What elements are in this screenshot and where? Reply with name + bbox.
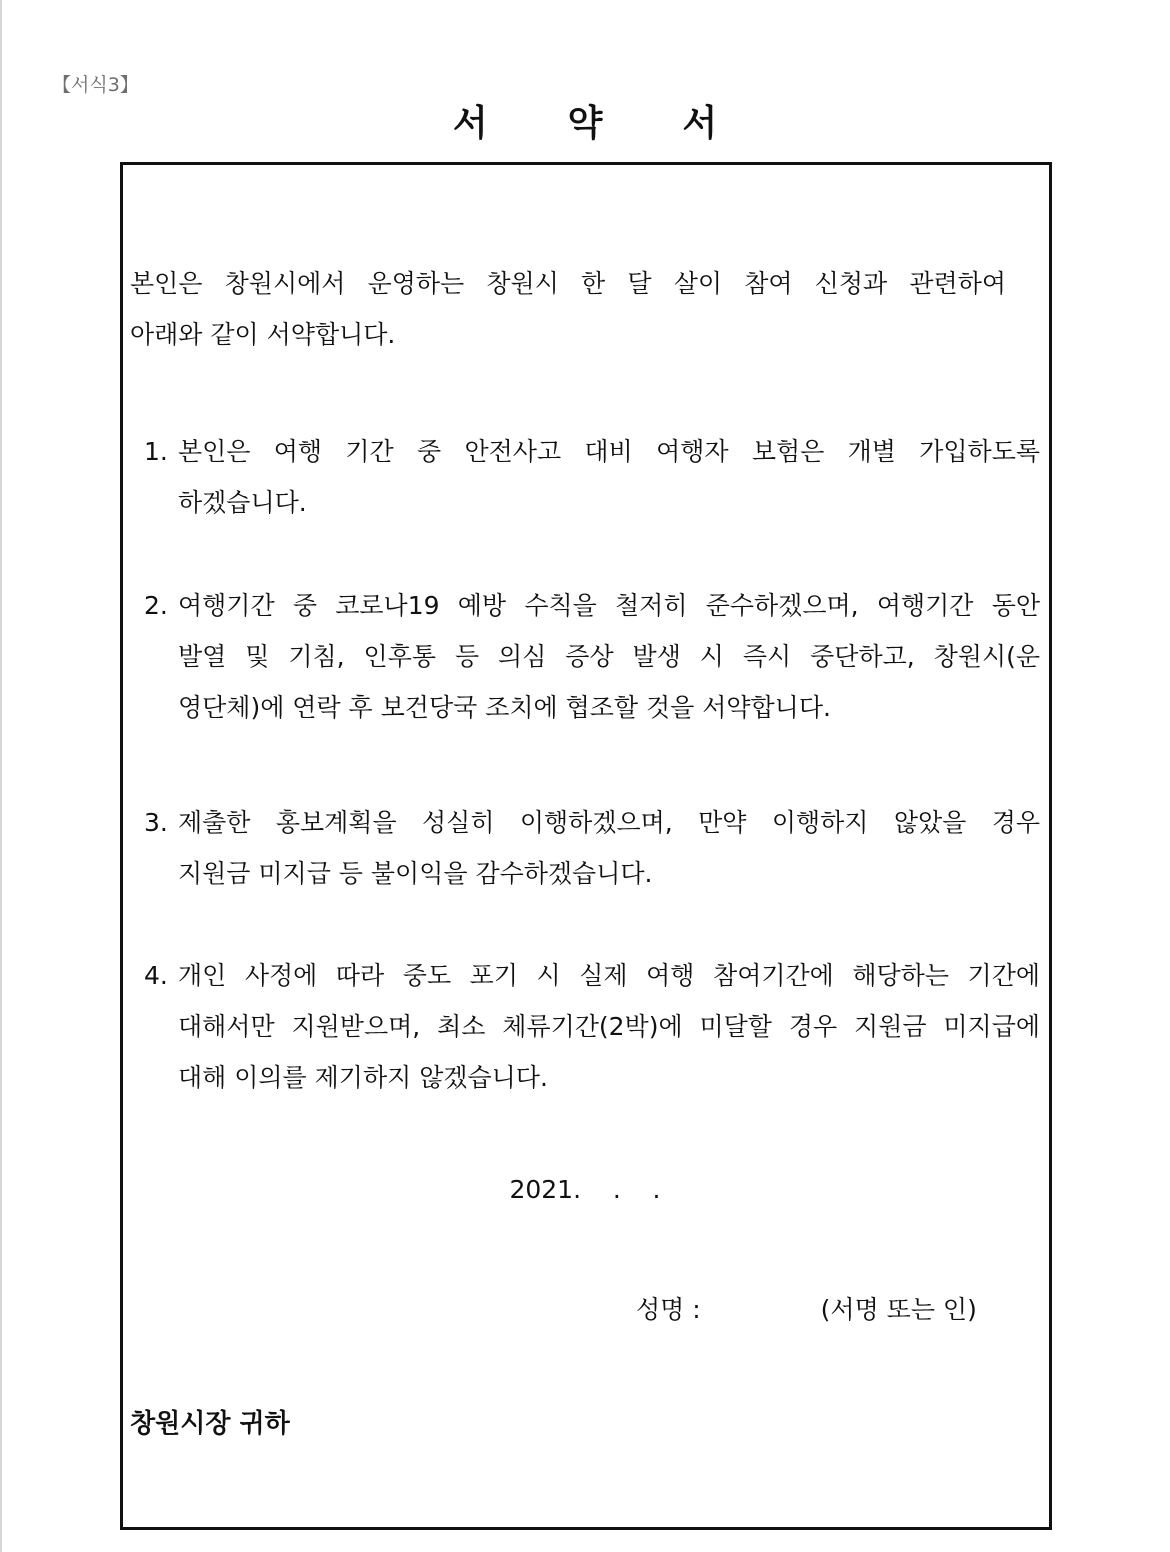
intro-line-2: 아래와 같이 서약합니다. xyxy=(130,320,396,349)
pledge-item-line: 대해 이의를 제기하지 않겠습니다. xyxy=(178,1063,548,1092)
date-text: 2021. . . xyxy=(509,1175,661,1204)
pledge-item-3 xyxy=(144,797,1040,907)
signature-note: (서명 또는 인) xyxy=(820,1295,977,1324)
signature-line xyxy=(636,1290,977,1326)
title-char-2: 약 xyxy=(567,103,603,144)
document-title xyxy=(0,95,1170,146)
pledge-item-line: 대해서만 지원받으며, 최소 체류기간(2박)에 미달할 경우 지원금 미지급에 xyxy=(178,1012,1040,1041)
pledge-item-line: 발열 및 기침, 인후통 등 의심 증상 발생 시 즉시 중단하고, 창원시(운 xyxy=(178,642,1040,671)
page-left-edge xyxy=(0,0,2,1552)
title-char-1: 서 xyxy=(452,103,488,144)
pledge-item-body xyxy=(178,797,1040,899)
date-line xyxy=(0,1175,1170,1204)
pledge-item-body xyxy=(178,950,1040,1103)
intro-line-1: 본인은 창원시에서 운영하는 창원시 한 달 살이 참여 신청과 관련하여 xyxy=(130,269,1006,298)
intro-paragraph xyxy=(130,258,1006,360)
pledge-item-line: 지원금 미지급 등 불이익을 감수하겠습니다. xyxy=(178,859,653,888)
pledge-item-number: 1. xyxy=(144,437,168,466)
pledge-item-line: 여행기간 중 코로나19 예방 수칙을 철저히 준수하겠으며, 여행기간 동안 xyxy=(178,591,1040,620)
pledge-item-number: 4. xyxy=(144,961,168,990)
pledge-item-number: 2. xyxy=(144,591,168,620)
pledge-item-line: 본인은 여행 기간 중 안전사고 대비 여행자 보험은 개별 가입하도록 xyxy=(178,437,1040,466)
signature-name-label: 성명 : xyxy=(636,1295,701,1324)
pledge-item-line: 제출한 홍보계획을 성실히 이행하겠으며, 만약 이행하지 않았을 경우 xyxy=(178,808,1040,837)
pledge-item-number: 3. xyxy=(144,808,168,837)
pledge-item-line: 영단체)에 연락 후 보건당국 조치에 협조할 것을 서약합니다. xyxy=(178,693,831,722)
pledge-item-body xyxy=(178,580,1040,733)
pledge-item-line: 하겠습니다. xyxy=(178,488,307,517)
pledge-item-2 xyxy=(144,580,1040,740)
pledge-item-body xyxy=(178,426,1040,528)
title-char-3: 서 xyxy=(682,103,718,144)
recipient-addressee: 창원시장 귀하 xyxy=(130,1409,290,1439)
form-number-label: 【서식3】 xyxy=(52,74,139,96)
pledge-item-1 xyxy=(144,426,1040,536)
pledge-item-line: 개인 사정에 따라 중도 포기 시 실제 여행 참여기간에 해당하는 기간에 xyxy=(178,961,1040,990)
pledge-item-4 xyxy=(144,950,1040,1110)
